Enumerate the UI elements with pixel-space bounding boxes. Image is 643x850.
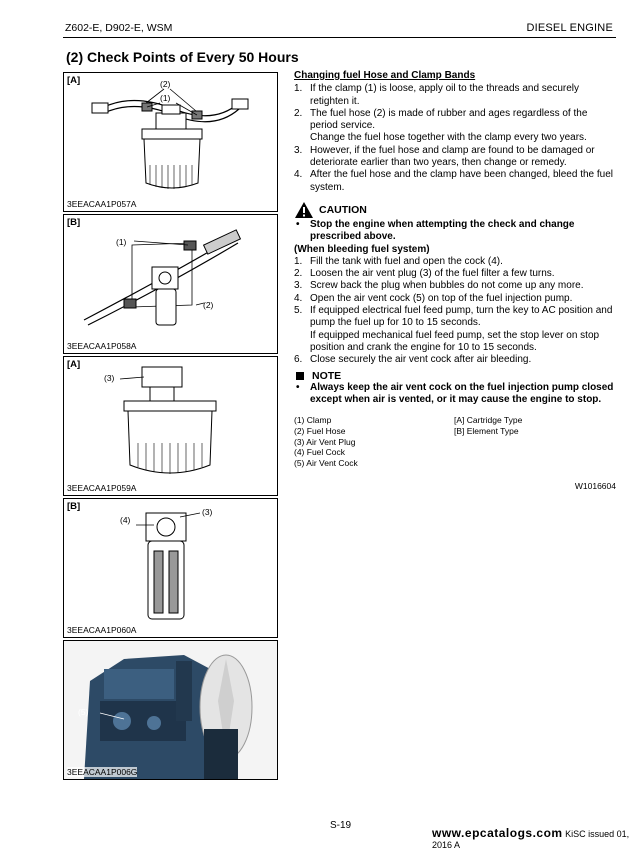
callout-2: (2) xyxy=(160,79,171,89)
figure-code: 3EEACAA1P057A xyxy=(67,199,137,209)
legend-item: (3) Air Vent Plug xyxy=(294,436,356,447)
section-title: (2) Check Points of Every 50 Hours xyxy=(66,49,299,65)
cartridge-vent-illustration xyxy=(64,357,277,495)
watermark-link[interactable]: www.epcatalogs.com xyxy=(432,826,563,840)
callout-3: (3) xyxy=(202,507,213,517)
figure-tag: [B] xyxy=(67,217,81,228)
figure-cartridge-hose xyxy=(63,72,278,212)
element-filter-illustration xyxy=(64,215,277,353)
figure-code: 3EEACAA1P058A xyxy=(67,341,137,351)
figure-code: 3EEACAA1P006G xyxy=(67,767,138,777)
callout-1: (1) xyxy=(116,237,127,247)
bleeding-list xyxy=(294,256,616,367)
list-item: 6. Close securely the air vent cock after air bleeding. xyxy=(294,354,532,366)
figure-code: 3EEACAA1P059A xyxy=(67,483,137,493)
callout-4: (4) xyxy=(120,515,131,525)
figure-engine-photo xyxy=(63,640,278,780)
legend-item: (5) Air Vent Cock xyxy=(294,457,358,468)
figure-tag: [A] xyxy=(67,359,81,370)
figure-tag: [B] xyxy=(67,501,81,512)
caution-heading: CAUTION xyxy=(294,201,616,219)
list-item: 1. Fill the tank with fuel and open the cock (4). xyxy=(294,255,503,267)
callout-2: (2) xyxy=(203,300,214,310)
element-cock-illustration xyxy=(64,499,277,637)
figure-code: 3EEACAA1P060A xyxy=(67,625,137,635)
legend xyxy=(294,415,616,468)
engine-photo xyxy=(64,641,277,779)
page-number: S-19 xyxy=(330,820,352,831)
note-heading: NOTE xyxy=(294,370,616,382)
legend-item: [A] Cartridge Type xyxy=(454,415,523,426)
changing-list xyxy=(294,83,616,194)
list-item: 5. If equipped electrical fuel feed pump, turn the key to AC position and pump the fuel up for 10 to 15 seconds. If equipped mechanical fuel feed pump, set the stop lever on stop position and crank the engine for 10 to 15 seconds. xyxy=(294,305,613,353)
bleeding-heading: (When bleeding fuel system) xyxy=(294,243,430,255)
legend-item: (2) Fuel Hose xyxy=(294,426,346,437)
list-item: 3. Screw back the plug when bubbles do not come up any more. xyxy=(294,280,584,292)
callout-5: (5) xyxy=(78,707,89,717)
figure-tag: [A] xyxy=(67,75,81,86)
edition-text: KiSC issued 01, 2016 A xyxy=(432,829,630,850)
callout-3: (3) xyxy=(104,373,115,383)
list-item: 4. After the fuel hose and the clamp have been changed, bleed the fuel system. xyxy=(294,169,613,193)
warning-triangle-icon xyxy=(294,201,314,219)
figure-element-hose xyxy=(63,214,278,354)
legend-item: (1) Clamp xyxy=(294,415,332,426)
cartridge-filter-illustration xyxy=(64,73,277,211)
header-section: DIESEL ENGINE xyxy=(526,22,613,34)
list-item: 2. The fuel hose (2) is made of rubber and ages regardless of the period service. Change the fuel hose together with the clamp every two years. xyxy=(294,107,588,144)
list-item: 2. Loosen the air vent plug (3) of the fuel filter a few turns. xyxy=(294,268,555,280)
callout-1: (1) xyxy=(160,93,171,103)
figure-element-cock xyxy=(63,498,278,638)
document-code: W1016604 xyxy=(574,481,616,492)
legend-item: (4) Fuel Cock xyxy=(294,447,346,458)
instructions-column xyxy=(294,70,616,493)
note-square-icon xyxy=(296,372,304,380)
caution-bullet: • Stop the engine when attempting the check and change prescribed above. xyxy=(296,218,575,243)
footer xyxy=(432,826,643,850)
note-bullet: • Always keep the air vent cock on the fuel injection pump closed except when air is vented, or it may cause the engine to stop. xyxy=(296,381,614,406)
header-model: Z602-E, D902-E, WSM xyxy=(65,22,173,34)
changing-heading: Changing fuel Hose and Clamp Bands xyxy=(294,70,476,81)
figure-cartridge-vent xyxy=(63,356,278,496)
legend-item: [B] Element Type xyxy=(454,426,519,437)
list-item: 1. If the clamp (1) is loose, apply oil to the threads and securely retighten it. xyxy=(294,83,580,107)
list-item: 4. Open the air vent cock (5) on top of the fuel injection pump. xyxy=(294,292,573,304)
list-item: 3. However, if the fuel hose and clamp are found to be damaged or deteriorate earlier than two years, then change or remedy. xyxy=(294,144,595,169)
header-rule xyxy=(63,37,616,38)
